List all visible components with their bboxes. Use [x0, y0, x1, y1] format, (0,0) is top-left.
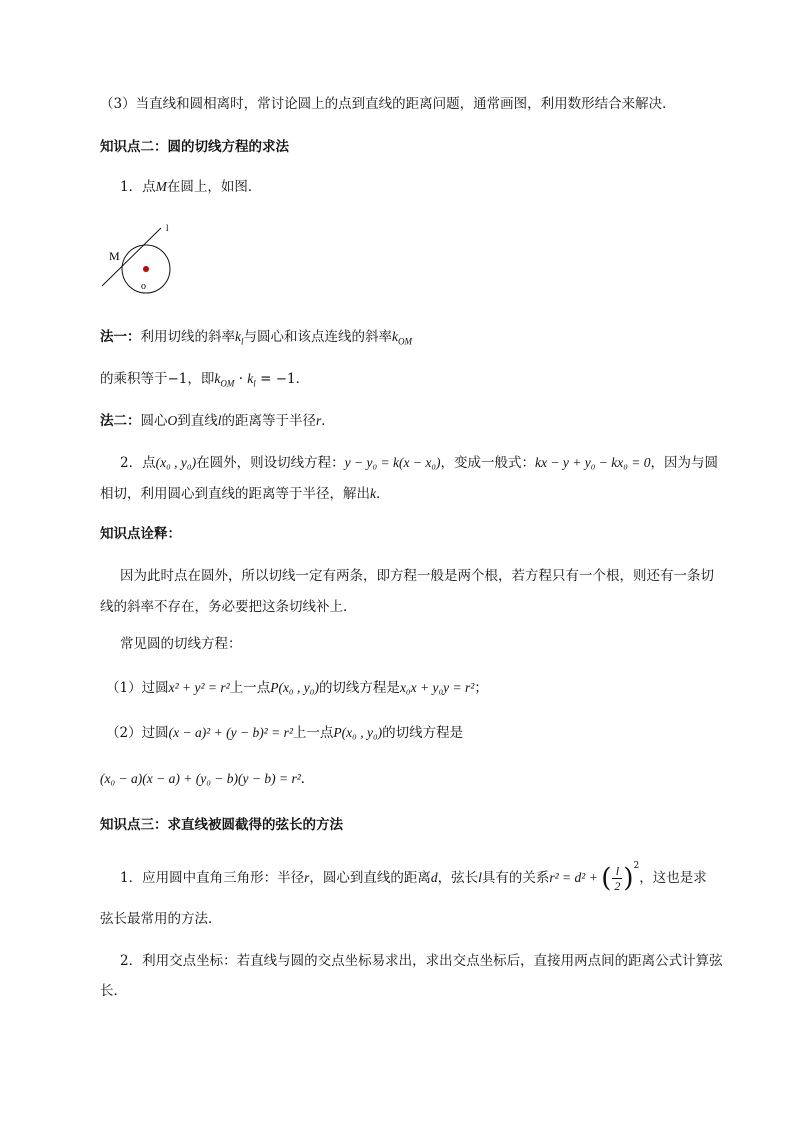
label-l: l: [166, 223, 169, 233]
tangent-formula-1: （1）过圆x² + y² = r²上一点P(x₀ , y₀)的切线方程是x₀x + y₀y = r²；: [106, 680, 488, 696]
common-tangent-heading: 常见圆的切线方程：: [120, 636, 242, 652]
explanation-line-2: 线的斜率不存在，务必要把这条切线补上．: [100, 599, 357, 615]
heading-explanation: 知识点诠释：: [100, 526, 181, 542]
label-M: M: [109, 249, 120, 263]
heading-knowledge-point-2: 知识点二：圆的切线方程的求法: [100, 139, 289, 155]
fraction-l-over-2: $\frac{l}{2}$: [614, 864, 621, 893]
tangent-formula-2: （2）过圆(x − a)² + (y − b)² = r²上一点P(x₀ , y₀)的切线方程是: [106, 725, 464, 741]
method-1-line-2: 的乘积等于−1，即$k_{OM} \cdot k_l = -1$．: [100, 371, 310, 389]
point-m-on-circle: 1．点M在圆上，如图．: [120, 179, 262, 195]
explanation-line-1: 因为此时点在圆外，所以切线一定有两条，即方程一般是两个根，若方程只有一个根，则还有一条切: [120, 568, 714, 584]
heading-knowledge-point-3: 知识点三：求直线被圆截得的弦长的方法: [100, 817, 343, 833]
chord-method-1-line-2: 弦长最常用的方法．: [100, 911, 222, 927]
chord-method-2-line-2: 长．: [100, 983, 127, 999]
method-2: 法二：圆心O到直线l的距离等于半径r．: [100, 413, 335, 429]
circle-center-dot: [143, 266, 149, 272]
tangent-formula-2-result: (x₀ − a)(x − a) + (y₀ − b)(y − b) = r²．: [100, 771, 315, 787]
paragraph-3-separation: （3）当直线和圆相离时，常讨论圆上的点到直线的距离问题，通常画图，利用数形结合来解决．: [100, 96, 676, 112]
label-O: o: [141, 281, 146, 292]
point-outside-line-2: 相切，利用圆心到直线的距离等于半径，解出k．: [100, 486, 390, 502]
method-1-line-1: 法一：利用切线的斜率$k_l$与圆心和该点连线的斜率$k_{OM}$: [100, 329, 413, 347]
tangent-line-figure: [100, 218, 180, 298]
chord-method-2-line-1: 2．利用交点坐标：若直线与圆的交点坐标易求出，求出交点坐标后，直接用两点间的距离公式计算弦: [120, 953, 723, 969]
point-outside-line-1: 2．点(x₀ , y₀)在圆外，则设切线方程：y − y₀ = k(x − x₀)，变成一般式：kx − y + y₀ − kx₀ = 0，因为与圆: [120, 455, 719, 471]
chord-method-1-line-1: 1．应用圆中直角三角形：半径r，圆心到直线的距离d，弦长l具有的关系r² = d² + ( $\frac{l}{2}$ )$^2$，这也是求: [120, 861, 707, 894]
